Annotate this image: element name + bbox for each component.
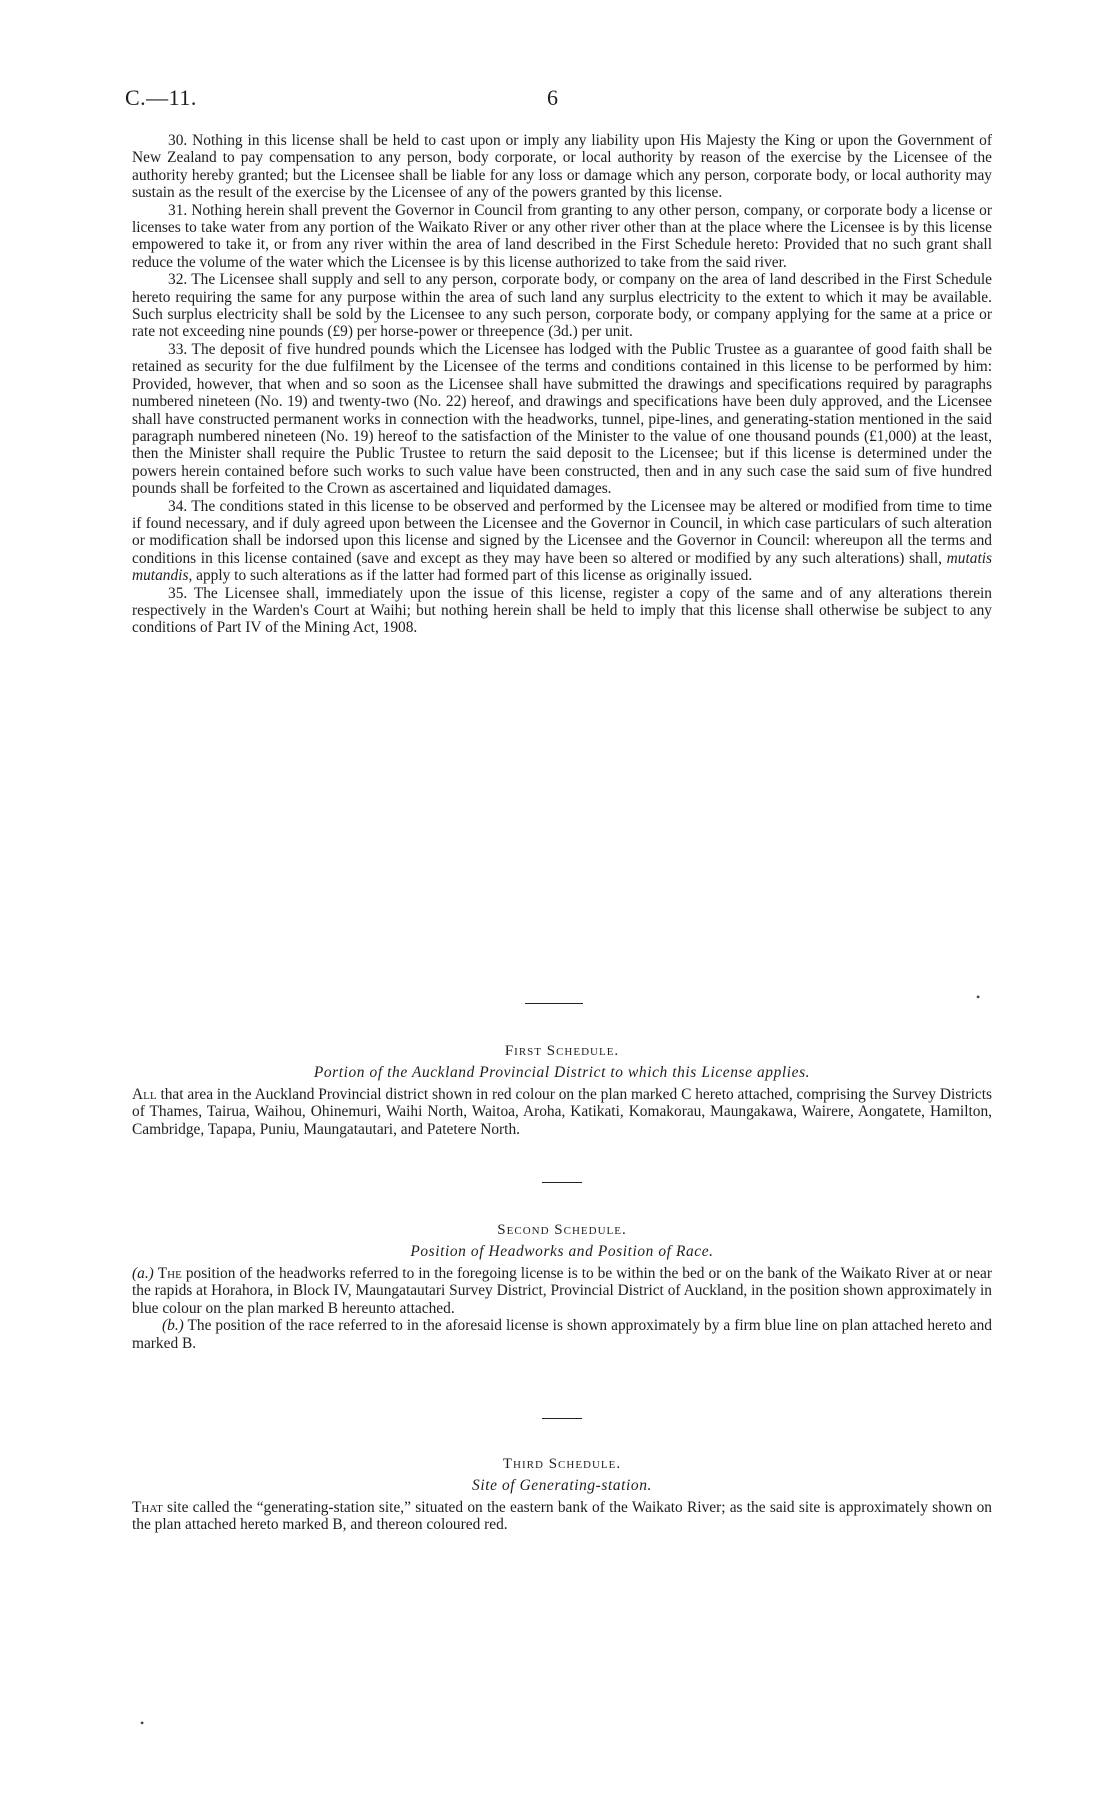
third-schedule-subtitle: Site of Generating-station. bbox=[472, 1477, 652, 1494]
paragraph-b-label: (b.) bbox=[162, 1317, 184, 1335]
page-number: 6 bbox=[547, 85, 558, 110]
first-schedule-text bbox=[132, 1086, 992, 1138]
clause-31: 31. Nothing herein shall prevent the Governor in Council from granting to any other person, company, or corporate body a license or licenses to take water from any portion of the Waikato River or any other river other than at the place where the Licensee is by this license empowered to take it, or from any river within the area of land described in the First Schedule hereto: Provided that no such grant shall reduce the volume of the water which the Licensee is by this license authorized to take from the said river. bbox=[132, 201, 992, 271]
clause-33: 33. The deposit of five hundred pounds which the Licensee has lodged with the Public Trustee as a guarantee of good faith shall be retained as security for the due fulfilment by the Licensee of the terms and conditions contained in this license to be performed by him: Provided, however, that when and so soon as the Licensee shall have submitted the drawings and specifications required by paragraphs numbered nineteen (No. 19) and twenty-two (No. 22) hereof, and drawings and specifications have been duly approved, and the Licensee shall have constructed permanent works in connection with the headworks, tunnel, pipe-lines, and generating-station mentioned in the said paragraph numbered nineteen (No. 19) hereof to the satisfaction of the Minister to the value of one thousand pounds (£1,000) at the least, then the Minister shall require the Public Trustee to return the said deposit to the Licensee; but if this license is determined under the powers herein contained before such works to such value have been constructed, then and in any such case the said sum of five hundred pounds shall be forfeited to the Crown as ascertained and liquidated damages. bbox=[132, 340, 992, 498]
paragraph-b-text: The position of the race referred to in the aforesaid license is shown approximately by a firm blue line on plan attached hereto and marked B. bbox=[132, 1317, 992, 1352]
section-divider bbox=[542, 1418, 582, 1419]
first-schedule bbox=[132, 1043, 992, 1138]
first-schedule-subtitle: Portion of the Auckland Provincial District to which this License applies. bbox=[313, 1064, 811, 1081]
clause-30: 30. Nothing in this license shall be held to cast upon or imply any liability upon His Majesty the King or upon the Government of New Zealand to pay compensation to any person, body corporate, or local authority by reason of the exercise by the Licensee of the authority hereby granted; but the Licensee shall be liable for any loss or damage which any person, corporate body, or local authority may sustain as the result of the exercise by the Licensee of any of the powers granted by this license. bbox=[132, 132, 992, 202]
clause-34-text: 34. The conditions stated in this license to be observed and performed by the Licensee may be altered or modified from time to time if found necessary, and if duly agreed upon between the Licensee and the Governor in Council, in which case particulars of such alteration or modification shall be indorsed upon this license and signed by the Licensee and the Governor in Council: whereupon all the terms and conditions in this license contained (save and except as they may have been so altered or modified by any such alterations) shall, bbox=[132, 497, 992, 567]
clause-35: 35. The Licensee shall, immediately upon the issue of this license, register a copy of the same and of any alterations therein respectively in the Warden's Court at Waihi; but nothing herein shall be held to imply that this license shall otherwise be subject to any conditions of Part IV of the Mining Act, 1908. bbox=[132, 584, 992, 637]
first-schedule-lead: All bbox=[132, 1086, 157, 1103]
clause-34-latin: mutatis mutandis bbox=[132, 549, 992, 585]
second-schedule-title: Second Schedule. bbox=[497, 1222, 627, 1238]
paragraph-a-label: (a.) bbox=[132, 1265, 154, 1282]
paragraph-a-lead: The bbox=[157, 1265, 182, 1282]
second-schedule-paragraph-b bbox=[132, 1317, 992, 1352]
section-divider bbox=[542, 1182, 582, 1183]
third-schedule bbox=[132, 1456, 992, 1534]
scan-speck: • bbox=[976, 990, 981, 1004]
paragraph-a-text: position of the headworks referred to in the foregoing license is to be within the bed or on the bank of the Waikato River at or near the rapids at Horahora, in Block IV, Maungatautari Survey District, Provincial District of Auckland, in the position shown approximately in blue colour on the plan marked B hereunto attached. bbox=[132, 1265, 992, 1317]
clause-34 bbox=[132, 498, 992, 585]
third-schedule-text bbox=[132, 1499, 992, 1534]
section-divider bbox=[525, 1003, 583, 1004]
license-clauses bbox=[132, 132, 992, 637]
document-reference: C.—11. bbox=[125, 85, 197, 110]
scan-speck: • bbox=[140, 1716, 145, 1730]
third-schedule-title: Third Schedule. bbox=[502, 1456, 622, 1472]
clause-32: 32. The Licensee shall supply and sell to any person, corporate body, or company on the area of land described in the First Schedule hereto requiring the same for any purpose within the area of such land any surplus electricity to the extent to which it may be available. Such surplus electricity shall be sold by the Licensee to any such person, corporate body, or company applying for the same at a price or rate not exceeding nine pounds (£9) per horse-power or threepence (3d.) per unit. bbox=[132, 271, 992, 341]
second-schedule-paragraph-a bbox=[132, 1265, 992, 1317]
second-schedule bbox=[132, 1222, 992, 1352]
clause-34-text-end: , apply to such alterations as if the latter had formed part of this license as originally issued. bbox=[188, 567, 753, 585]
first-schedule-title: First Schedule. bbox=[504, 1043, 620, 1059]
third-schedule-lead: That bbox=[132, 1499, 163, 1516]
second-schedule-subtitle: Position of Headworks and Position of Race. bbox=[410, 1243, 714, 1260]
first-schedule-body: that area in the Auckland Provincial district shown in red colour on the plan marked C hereto attached, comprising the Survey Districts of Thames, Tairua, Waihou, Ohinemuri, Waihi North, Waitoa, Aroha, Katikati, Komakorau, Maungakawa, Wairere, Aongatete, Hamilton, Cambridge, Tapapa, Puniu, Maungatautari, and Patetere North. bbox=[132, 1086, 992, 1138]
third-schedule-body: site called the “generating-station site,” situated on the eastern bank of the Waikato River; as the said site is approximately shown on the plan attached hereto marked B, and thereon coloured red. bbox=[132, 1499, 992, 1534]
